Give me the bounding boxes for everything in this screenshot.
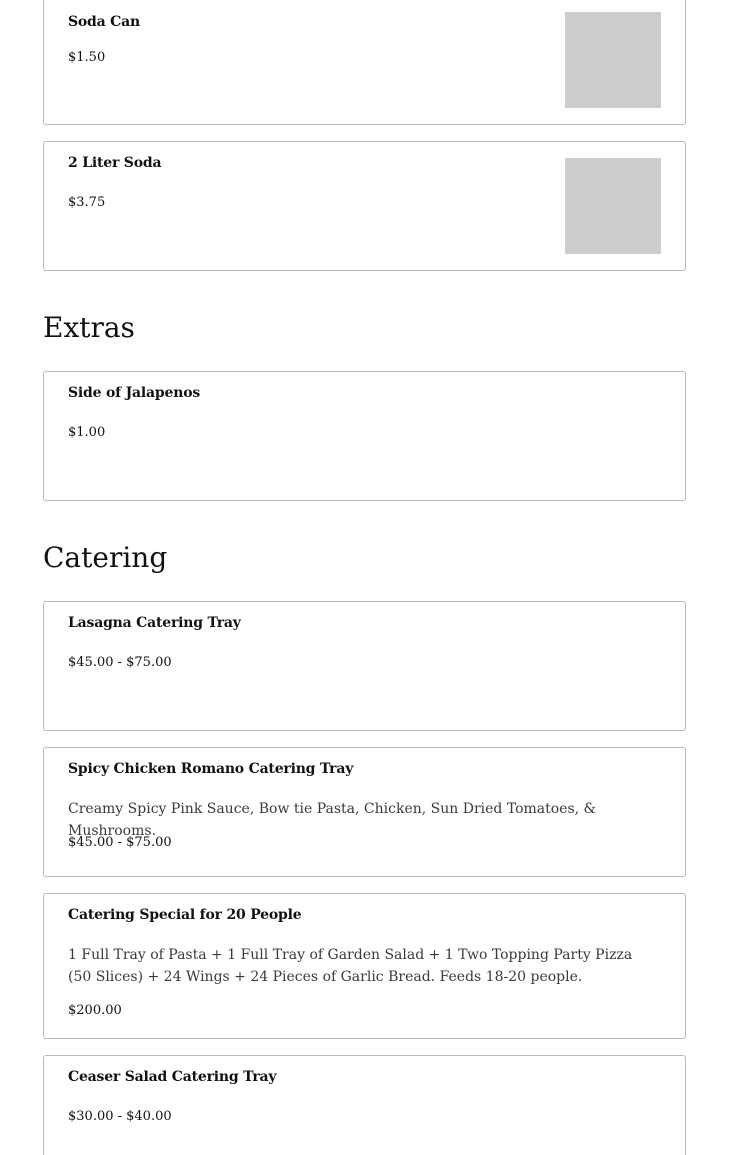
menu-item-spicy-chicken-romano-catering-tray[interactable] (43, 747, 686, 877)
menu-item-name: Lasagna Catering Tray (68, 615, 241, 631)
menu-item-soda-can[interactable] (43, 0, 686, 125)
menu-item-side-of-jalapenos[interactable] (43, 371, 686, 501)
menu-item-ceaser-salad-catering-tray[interactable] (43, 1055, 686, 1155)
menu-item-name: Ceaser Salad Catering Tray (68, 1069, 277, 1085)
menu-item-name: Side of Jalapenos (68, 385, 201, 401)
menu-item-price: $3.75 (68, 195, 106, 210)
menu-item-description: 1 Full Tray of Pasta + 1 Full Tray of Garden Salad + 1 Two Topping Party Pizza (50 Slices) + 24 Wings + 24 Pieces of Garlic Bread. Feeds 18-20 people. (68, 947, 633, 985)
menu-item-price: $1.50 (68, 50, 106, 65)
section-title-extras: Extras (43, 311, 135, 344)
menu-item-name: Catering Special for 20 People (68, 907, 302, 923)
menu-item-price: $45.00 - $75.00 (68, 655, 172, 670)
menu-item-name: Spicy Chicken Romano Catering Tray (68, 761, 354, 777)
menu-item-price: $45.00 - $75.00 (68, 835, 172, 850)
menu-item-price: $30.00 - $40.00 (68, 1109, 172, 1124)
menu-item-2-liter-soda[interactable] (43, 141, 686, 271)
menu-item-name: Soda Can (68, 14, 140, 30)
menu-item-image (565, 158, 661, 254)
menu-item-price: $1.00 (68, 425, 106, 440)
menu-item-catering-special-20-people[interactable] (43, 893, 686, 1039)
menu-item-lasagna-catering-tray[interactable] (43, 601, 686, 731)
menu-item-price: $200.00 (68, 1003, 122, 1018)
menu-item-name: 2 Liter Soda (68, 155, 162, 171)
menu-item-description: Creamy Spicy Pink Sauce, Bow tie Pasta, Chicken, Sun Dried Tomatoes, & Mushrooms. (68, 801, 597, 839)
menu-item-image (565, 12, 661, 108)
section-title-catering: Catering (43, 541, 168, 574)
